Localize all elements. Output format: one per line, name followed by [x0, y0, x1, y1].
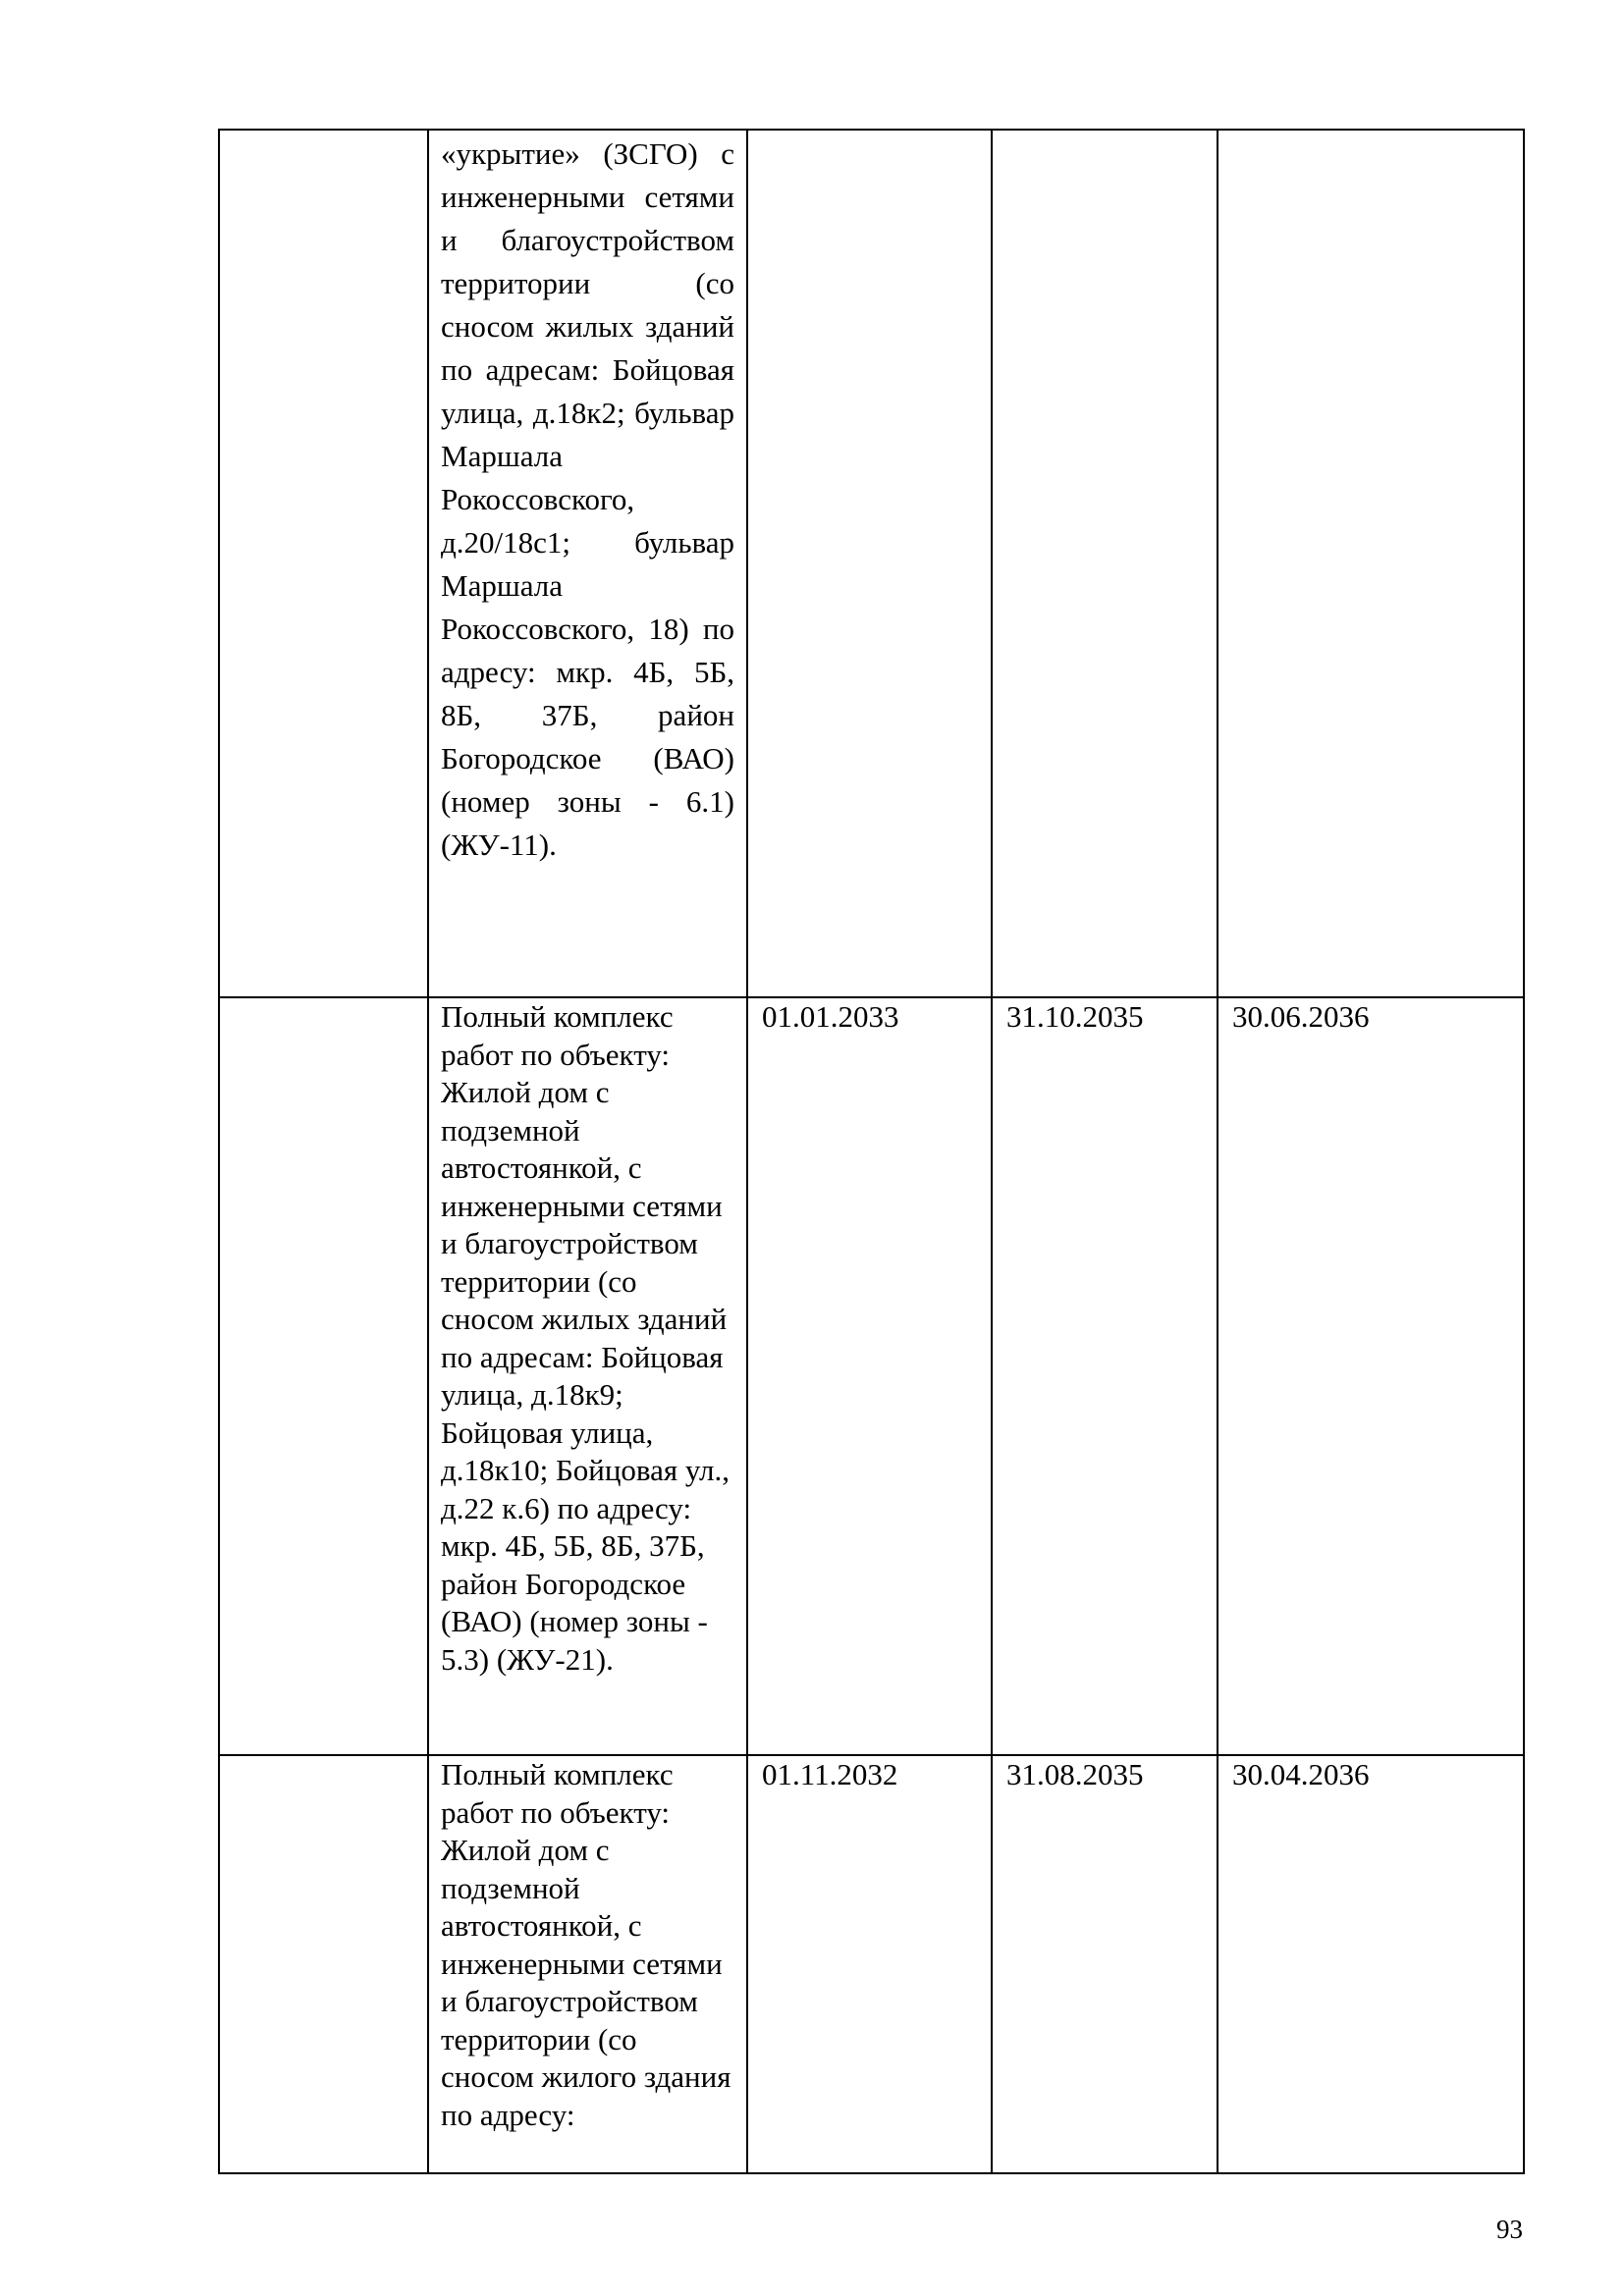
table-cell-date-start [747, 1755, 992, 2173]
table-cell-description [428, 1755, 747, 2173]
table-cell-date-end [992, 1755, 1218, 2173]
description-text: Полный комплекс работ по объекту: Жилой дом с подземной автостоянкой, с инженерными сетями и благоустройством территории (со сносом жилых зданий по адресам: Бойцовая улица, д.18к9; Бойцовая улица, д.18к10; Бойцовая ул., д.22 к.6) по адресу: мкр. 4Б, 5Б, 8Б, 37Б, район Богородское (ВАО) (номер зоны - 5.3) (ЖУ-21). [441, 999, 731, 1677]
table-cell-date-final [1218, 130, 1524, 997]
table-cell-empty [219, 997, 428, 1755]
table-cell-date-start [747, 997, 992, 1755]
date-final-text: 30.04.2036 [1232, 1757, 1370, 1791]
date-end-text: 31.08.2035 [1006, 1757, 1144, 1791]
description-text: Полный комплекс работ по объекту: Жилой дом с подземной автостоянкой, с инженерными сетями и благоустройством территории (со сносом жилого здания по адресу: [441, 1757, 731, 2132]
date-start-text: 01.11.2032 [762, 1757, 898, 1791]
table-row [219, 1755, 1524, 2173]
date-final-text: 30.06.2036 [1232, 999, 1370, 1034]
table-cell-empty [219, 130, 428, 997]
date-end-text: 31.10.2035 [1006, 999, 1144, 1034]
table-row [219, 997, 1524, 1755]
table-cell-date-final [1218, 1755, 1524, 2173]
table-cell-empty [219, 1755, 428, 2173]
schedule-table [218, 129, 1525, 2174]
date-start-text: 01.01.2033 [762, 999, 899, 1034]
table-cell-date-final [1218, 997, 1524, 1755]
description-text: «укрытие» (ЗСГО) с инженерными сетями и благоустройством территории (со сносом жилых зданий по адресам: Бойцовая улица, д.18к2; бульвар Маршала Рокоссовского, д.20/18с1; бульвар Маршала Рокоссовского, 18) по адресу: мкр. 4Б, 5Б, 8Б, 37Б, район Богородское (ВАО) (номер зоны - 6.1) (ЖУ-11). [441, 136, 734, 862]
page-number: 93 [1496, 2215, 1523, 2244]
table-row [219, 130, 1524, 997]
table-cell-description [428, 130, 747, 997]
table-cell-date-end [992, 130, 1218, 997]
table-cell-description [428, 997, 747, 1755]
table-cell-date-start [747, 130, 992, 997]
table-cell-date-end [992, 997, 1218, 1755]
